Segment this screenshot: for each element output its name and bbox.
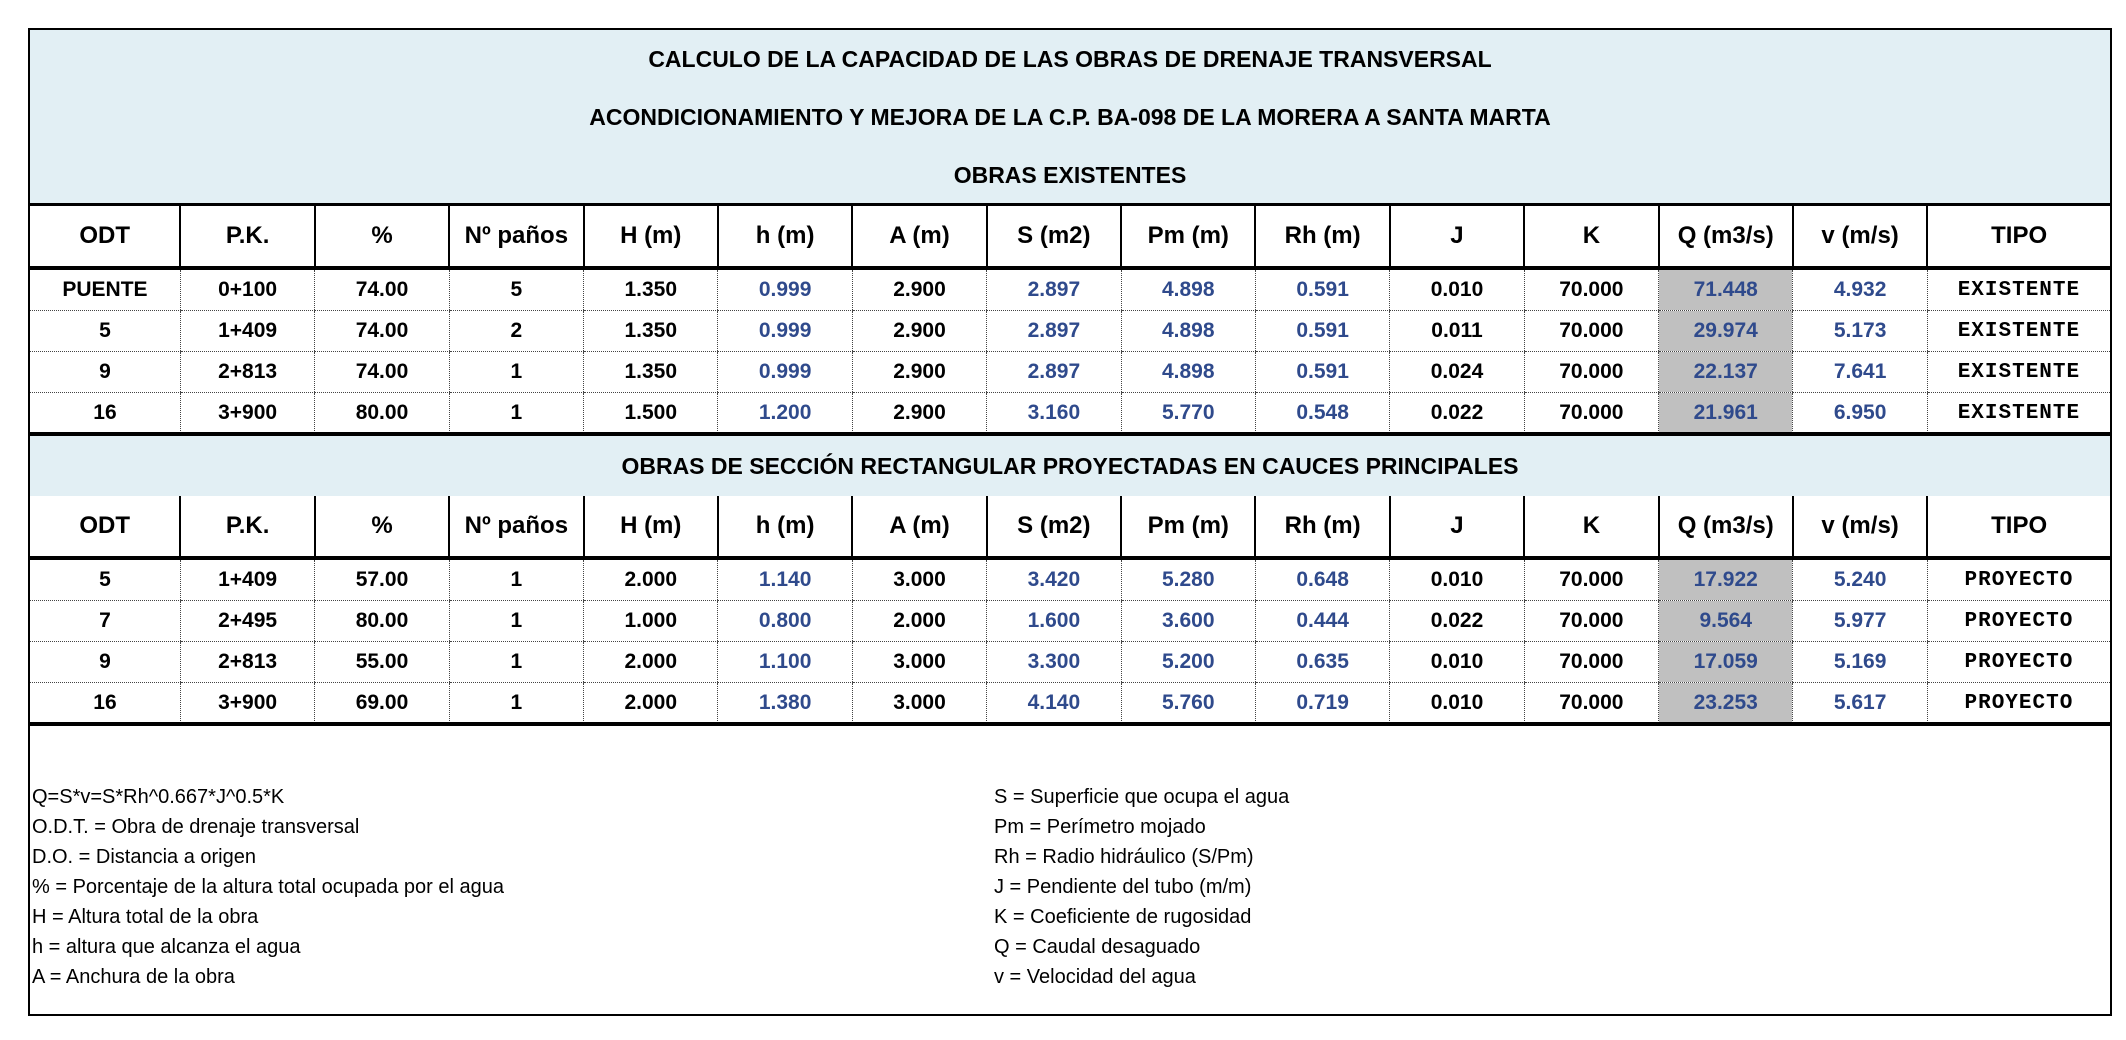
existing-header-panos: Nº paños [449, 206, 583, 268]
projected-header-pk: P.K. [180, 496, 314, 558]
existing-cell-Q: 29.974 [1659, 311, 1793, 352]
projected-header-odt: ODT [30, 496, 180, 558]
table-row [30, 683, 2110, 724]
existing-cell-H: 1.500 [584, 393, 718, 434]
projected-cell-panos: 1 [449, 683, 583, 724]
projected-header-h: h (m) [718, 496, 852, 558]
existing-cell-h: 1.200 [718, 393, 852, 434]
projected-cell-H: 1.000 [584, 601, 718, 642]
existing-cell-tipo: EXISTENTE [1927, 352, 2110, 393]
existing-cell-odt: 5 [30, 311, 180, 352]
projected-cell-K: 70.000 [1524, 642, 1658, 683]
projected-cell-h: 1.380 [718, 683, 852, 724]
existing-cell-Pm: 4.898 [1121, 352, 1255, 393]
existing-header-S: S (m2) [987, 206, 1121, 268]
existing-cell-S: 2.897 [987, 268, 1121, 311]
legend-item: O.D.T. = Obra de drenaje transversal [32, 816, 360, 838]
projected-cell-pct: 69.00 [315, 683, 449, 724]
table-row [30, 642, 2110, 683]
existing-header-odt: ODT [30, 206, 180, 268]
projected-cell-K: 70.000 [1524, 683, 1658, 724]
projected-cell-S: 4.140 [987, 683, 1121, 724]
existing-cell-Rh: 0.548 [1255, 393, 1389, 434]
existing-cell-J: 0.010 [1390, 268, 1524, 311]
existing-cell-Rh: 0.591 [1255, 352, 1389, 393]
existing-cell-pk: 2+813 [180, 352, 314, 393]
projected-cell-J: 0.010 [1390, 642, 1524, 683]
main-title: CALCULO DE LA CAPACIDAD DE LAS OBRAS DE DRENAJE TRANSVERSAL [648, 46, 1492, 72]
projected-header-S: S (m2) [987, 496, 1121, 558]
existing-cell-A: 2.900 [852, 311, 986, 352]
existing-header-Rh: Rh (m) [1255, 206, 1389, 268]
existing-cell-odt: 16 [93, 401, 117, 424]
projected-cell-panos: 1 [449, 642, 583, 683]
existing-header-pct: % [315, 206, 449, 268]
legend-item: v = Velocidad del agua [994, 966, 1196, 988]
projected-cell-tipo: PROYECTO [1927, 601, 2110, 642]
existing-cell-K: 70.000 [1524, 268, 1658, 311]
legend-right [994, 782, 1289, 992]
projected-cell-S: 3.420 [987, 558, 1121, 601]
projected-cell-Q: 9.564 [1659, 601, 1793, 642]
projected-cell-Rh: 0.635 [1255, 642, 1389, 683]
legend-item: S = Superficie que ocupa el agua [994, 786, 1290, 808]
projected-cell-S: 1.600 [987, 601, 1121, 642]
existing-cell-A: 2.900 [852, 352, 986, 393]
legend-item: % = Porcentaje de la altura total ocupada por el agua [32, 876, 504, 898]
table-row [30, 311, 2110, 352]
projected-cell-Q: 17.059 [1659, 642, 1793, 683]
projected-cell-odt: 7 [30, 601, 180, 642]
projected-cell-v: 5.617 [1793, 683, 1927, 724]
legend-item: H = Altura total de la obra [32, 906, 259, 928]
existing-cell-Q: 22.137 [1659, 352, 1793, 393]
existing-cell-Pm: 5.770 [1121, 393, 1255, 434]
projected-cell-A: 2.000 [852, 601, 986, 642]
existing-cell-H: 1.350 [584, 352, 718, 393]
projected-cell-J: 0.010 [1390, 558, 1524, 601]
existing-cell-A: 2.900 [852, 268, 986, 311]
projected-cell-Rh: 0.648 [1255, 558, 1389, 601]
legend-item: A = Anchura de la obra [32, 966, 235, 988]
projected-cell-tipo: PROYECTO [1927, 683, 2110, 724]
existing-header-A: A (m) [852, 206, 986, 268]
existing-section-title: OBRAS EXISTENTES [953, 162, 1187, 188]
legend-item: Q=S*v=S*Rh^0.667*J^0.5*K [32, 786, 285, 808]
existing-cell-Q: 21.961 [1659, 393, 1793, 434]
table-row [30, 393, 2110, 434]
projected-header-pct: % [315, 496, 449, 558]
projected-header-tipo: TIPO [1927, 496, 2110, 558]
projected-cell-odt: 16 [93, 691, 117, 714]
existing-cell-v: 6.950 [1793, 393, 1927, 434]
projected-header-Pm: Pm (m) [1121, 496, 1255, 558]
table-row [30, 558, 2110, 601]
projected-cell-K: 70.000 [1524, 558, 1658, 601]
existing-cell-panos: 1 [449, 393, 583, 434]
projected-cell-pct: 57.00 [315, 558, 449, 601]
projected-cell-K: 70.000 [1524, 601, 1658, 642]
projected-cell-Pm: 3.600 [1121, 601, 1255, 642]
existing-cell-panos: 5 [449, 268, 583, 311]
projected-cell-A: 3.000 [852, 642, 986, 683]
existing-cell-pk: 1+409 [180, 311, 314, 352]
projected-cell-pct: 80.00 [315, 601, 449, 642]
legend-item: K = Coeficiente de rugosidad [994, 906, 1252, 928]
projected-cell-A: 3.000 [852, 558, 986, 601]
projected-cell-h: 1.140 [718, 558, 852, 601]
projected-cell-Rh: 0.719 [1255, 683, 1389, 724]
projected-header-v: v (m/s) [1793, 496, 1927, 558]
projected-section-title: OBRAS DE SECCIÓN RECTANGULAR PROYECTADAS EN CAUCES PRINCIPALES [30, 436, 2110, 496]
existing-cell-pct: 80.00 [315, 393, 449, 434]
existing-header-Pm: Pm (m) [1121, 206, 1255, 268]
projected-header-Rh: Rh (m) [1255, 496, 1389, 558]
existing-header-h: h (m) [718, 206, 852, 268]
table-bottom-rule [30, 722, 2110, 726]
existing-cell-v: 5.173 [1793, 311, 1927, 352]
project-title: ACONDICIONAMIENTO Y MEJORA DE LA C.P. BA-098 DE LA MORERA A SANTA MARTA [589, 104, 1551, 130]
existing-header-J: J [1390, 206, 1524, 268]
projected-cell-pct: 55.00 [315, 642, 449, 683]
existing-cell-pct: 74.00 [315, 311, 449, 352]
legend-item: J = Pendiente del tubo (m/m) [994, 876, 1252, 898]
projected-cell-Rh: 0.444 [1255, 601, 1389, 642]
existing-cell-pct: 74.00 [315, 352, 449, 393]
table-row [30, 268, 2110, 311]
existing-cell-v: 4.932 [1793, 268, 1927, 311]
projected-cell-Pm: 5.200 [1121, 642, 1255, 683]
projected-header-row [30, 496, 2110, 558]
existing-header-v: v (m/s) [1793, 206, 1927, 268]
existing-cell-A: 2.900 [852, 393, 986, 434]
projected-cell-panos: 1 [449, 601, 583, 642]
existing-cell-Rh: 0.591 [1255, 311, 1389, 352]
projected-cell-J: 0.022 [1390, 601, 1524, 642]
existing-cell-h: 0.999 [718, 352, 852, 393]
projected-header-panos: Nº paños [449, 496, 583, 558]
projected-cell-H: 2.000 [584, 683, 718, 724]
projected-cell-v: 5.169 [1793, 642, 1927, 683]
table-row [30, 352, 2110, 393]
existing-cell-J: 0.022 [1390, 393, 1524, 434]
projected-cell-S: 3.300 [987, 642, 1121, 683]
existing-cell-panos: 1 [449, 352, 583, 393]
existing-cell-H: 1.350 [584, 268, 718, 311]
projected-cell-odt: 9 [30, 642, 180, 683]
existing-cell-h: 0.999 [718, 311, 852, 352]
projected-header-K: K [1524, 496, 1658, 558]
projected-cell-tipo: PROYECTO [1927, 642, 2110, 683]
legend-item: Q = Caudal desaguado [994, 936, 1201, 958]
existing-header-pk: P.K. [180, 206, 314, 268]
projected-cell-Pm: 5.280 [1121, 558, 1255, 601]
existing-cell-tipo: EXISTENTE [1927, 268, 2110, 311]
existing-cell-pk: 3+900 [180, 393, 314, 434]
existing-cell-Q: 71.448 [1659, 268, 1793, 311]
existing-header-row [30, 206, 2110, 268]
legend-item: Rh = Radio hidráulico (S/Pm) [994, 846, 1254, 868]
projected-cell-odt: 5 [30, 558, 180, 601]
projected-cell-Pm: 5.760 [1121, 683, 1255, 724]
table-row [30, 601, 2110, 642]
existing-cell-odt: PUENTE [30, 268, 180, 311]
existing-cell-Pm: 4.898 [1121, 311, 1255, 352]
projected-cell-pk: 3+900 [180, 683, 314, 724]
projected-cell-h: 0.800 [718, 601, 852, 642]
existing-cell-tipo: EXISTENTE [1927, 393, 2110, 434]
drainage-capacity-sheet [28, 28, 2112, 1016]
projected-header-A: A (m) [852, 496, 986, 558]
legend-item: Pm = Perímetro mojado [994, 816, 1206, 838]
projected-cell-Q: 23.253 [1659, 683, 1793, 724]
existing-header-tipo: TIPO [1927, 206, 2110, 268]
existing-cell-pk: 0+100 [180, 268, 314, 311]
projected-works-table [30, 496, 2110, 723]
projected-header-J: J [1390, 496, 1524, 558]
existing-header-Q: Q (m3/s) [1659, 206, 1793, 268]
existing-cell-K: 70.000 [1524, 311, 1658, 352]
existing-cell-panos: 2 [449, 311, 583, 352]
legend-left [32, 782, 504, 992]
projected-cell-J: 0.010 [1390, 683, 1524, 724]
existing-cell-tipo: EXISTENTE [1927, 311, 2110, 352]
existing-cell-v: 7.641 [1793, 352, 1927, 393]
existing-cell-h: 0.999 [718, 268, 852, 311]
projected-cell-pk: 2+813 [180, 642, 314, 683]
existing-header-H: H (m) [584, 206, 718, 268]
projected-header-H: H (m) [584, 496, 718, 558]
projected-cell-panos: 1 [449, 558, 583, 601]
existing-cell-J: 0.011 [1390, 311, 1524, 352]
projected-cell-v: 5.240 [1793, 558, 1927, 601]
projected-cell-pk: 2+495 [180, 601, 314, 642]
existing-cell-Pm: 4.898 [1121, 268, 1255, 311]
projected-cell-H: 2.000 [584, 558, 718, 601]
projected-cell-H: 2.000 [584, 642, 718, 683]
projected-cell-v: 5.977 [1793, 601, 1927, 642]
projected-header-Q: Q (m3/s) [1659, 496, 1793, 558]
existing-cell-S: 2.897 [987, 311, 1121, 352]
existing-cell-S: 2.897 [987, 352, 1121, 393]
legend-item: D.O. = Distancia a origen [32, 846, 256, 868]
existing-cell-K: 70.000 [1524, 393, 1658, 434]
existing-cell-S: 3.160 [987, 393, 1121, 434]
existing-cell-Rh: 0.591 [1255, 268, 1389, 311]
title-block [30, 30, 2110, 206]
existing-cell-J: 0.024 [1390, 352, 1524, 393]
existing-header-K: K [1524, 206, 1658, 268]
existing-cell-pct: 74.00 [315, 268, 449, 311]
existing-cell-odt: 9 [30, 352, 180, 393]
existing-works-table [30, 206, 2110, 433]
projected-cell-pk: 1+409 [180, 558, 314, 601]
projected-cell-A: 3.000 [852, 683, 986, 724]
existing-cell-K: 70.000 [1524, 352, 1658, 393]
existing-cell-H: 1.350 [584, 311, 718, 352]
projected-cell-Q: 17.922 [1659, 558, 1793, 601]
projected-cell-h: 1.100 [718, 642, 852, 683]
legend-item: h = altura que alcanza el agua [32, 936, 301, 958]
projected-cell-tipo: PROYECTO [1927, 558, 2110, 601]
